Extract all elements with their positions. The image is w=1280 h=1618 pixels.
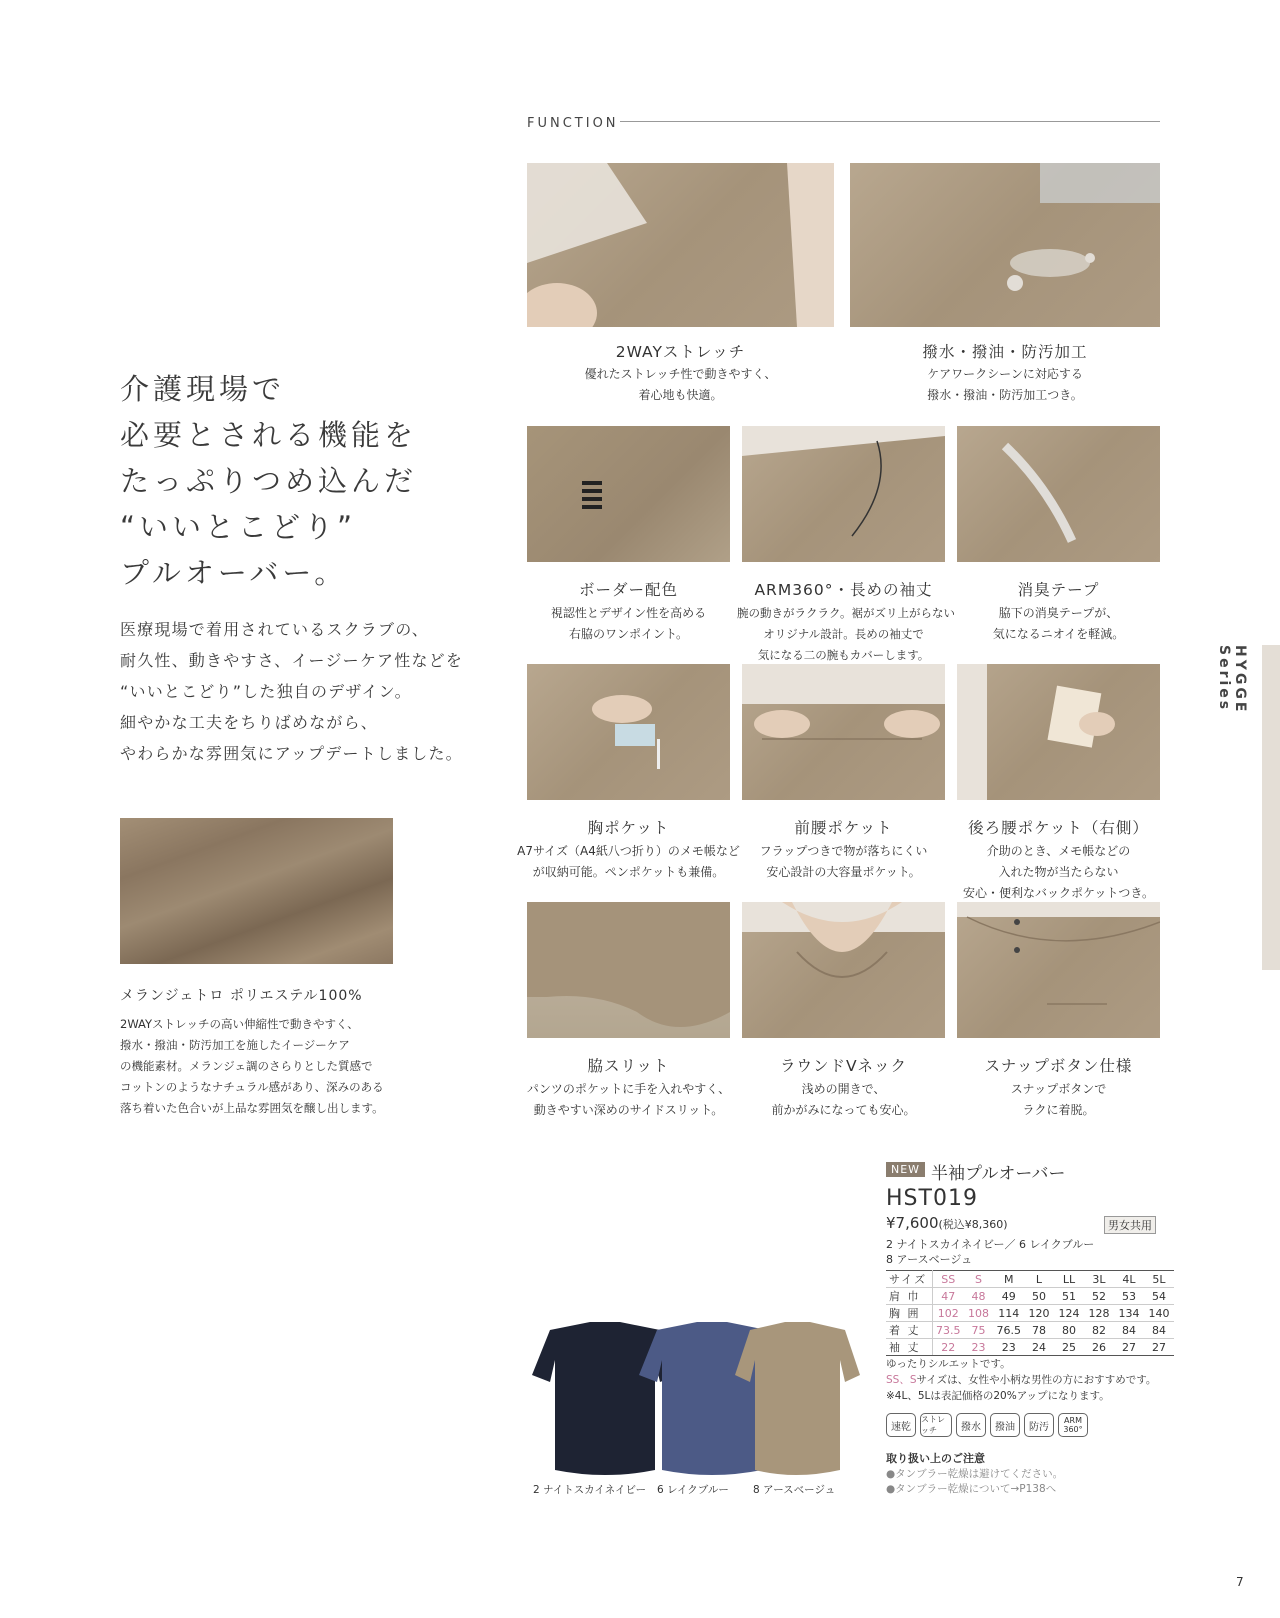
fabric-desc-line: 撥水・撥油・防汚加工を施したイージーケア [120, 1038, 350, 1052]
feature-desc-line: スナップボタンで [1010, 1082, 1107, 1096]
feature-desc-line: オリジナル設計。長めの袖丈で [763, 627, 924, 641]
table-cell: 80 [1054, 1322, 1084, 1339]
water-repellent-icon: 撥水 [956, 1413, 986, 1437]
feature-desc-line: 腕の動きがラクラク。裾がズリ上がらない [737, 606, 956, 620]
headline-line: 必要とされる機能を [120, 418, 418, 452]
table-row [886, 1305, 1174, 1322]
table-cell: 128 [1084, 1305, 1114, 1322]
unisex-badge: 男女共用 [1104, 1216, 1156, 1234]
table-cell: 124 [1054, 1305, 1084, 1322]
feature-title: 2WAYストレッチ [615, 343, 746, 361]
table-cell: 着 丈 [886, 1322, 933, 1339]
table-cell: 134 [1114, 1305, 1144, 1322]
table-cell: 52 [1084, 1288, 1114, 1305]
table-row [886, 1339, 1174, 1356]
series-side-tab [1262, 645, 1280, 970]
oil-repellent-icon: 撥油 [990, 1413, 1020, 1437]
feature-desc [517, 1079, 740, 1121]
feature-desc-line: 気になる二の腕もカバーします。 [757, 648, 930, 662]
table-cell: 47 [933, 1288, 964, 1305]
feature-title: 前腰ポケット [794, 819, 893, 837]
size-note: ※4L、5Lは表記価格の20%アップになります。 [886, 1390, 1110, 1402]
table-cell: 51 [1054, 1288, 1084, 1305]
table-cell: LL [1054, 1271, 1084, 1288]
table-cell: 114 [994, 1305, 1025, 1322]
care-note-link[interactable]: ●タンブラー乾燥について→P138へ [886, 1483, 1057, 1495]
arm360-icon: ARM 360° [1058, 1413, 1088, 1437]
table-cell: 24 [1024, 1339, 1054, 1356]
stain-resistant-icon: 防汚 [1024, 1413, 1054, 1437]
table-cell: 75 [964, 1322, 994, 1339]
feature-desc-line: 着心地も快適。 [638, 388, 723, 402]
feature-desc-line: ケアワークシーンに対応する [927, 367, 1083, 381]
table-cell: 48 [964, 1288, 994, 1305]
body-line: やわらかな雰囲気にアップデートしました。 [120, 744, 463, 763]
table-row [886, 1271, 1174, 1288]
table-cell: 27 [1114, 1339, 1144, 1356]
water-repellent-photo [850, 163, 1160, 327]
table-cell: 5L [1144, 1271, 1174, 1288]
feature-desc-line: A7サイズ（A4紙八つ折り）のメモ帳など [517, 844, 740, 858]
body-line: 耐久性、動きやすさ、イージーケア性などを [120, 651, 464, 670]
feature-desc [957, 841, 1160, 904]
headline-line: たっぷりつめ込んだ [120, 464, 418, 498]
feature-desc-line: が収納可能。ペンポケットも兼備。 [532, 865, 725, 879]
table-cell: 22 [933, 1339, 964, 1356]
table-cell: 50 [1024, 1288, 1054, 1305]
table-cell: 27 [1144, 1339, 1174, 1356]
chest-pocket-photo [527, 664, 730, 800]
table-cell: 140 [1144, 1305, 1174, 1322]
headline [120, 366, 500, 596]
table-cell: L [1024, 1271, 1054, 1288]
shirt-label: 8 アースベージュ [753, 1484, 836, 1496]
table-cell: 4L [1114, 1271, 1144, 1288]
feature-title: 脇スリット [587, 1057, 670, 1075]
fabric-desc-line: 落ち着いた色合いが上品な雰囲気を醸し出します。 [120, 1101, 384, 1115]
feature-desc-line: 動きやすい深めのサイドスリット。 [533, 1103, 724, 1117]
product-name: 半袖プルオーバー [931, 1164, 1066, 1184]
table-cell: 胸 囲 [886, 1305, 933, 1322]
table-cell: 76.5 [994, 1322, 1025, 1339]
feature-desc-line: 安心・便利なバックポケットつき。 [963, 886, 1154, 900]
fabric-desc-line: の機能素材。メランジェ調のさらりとした質感で [120, 1059, 373, 1073]
section-label: FUNCTION [527, 116, 619, 131]
color-list: 2 ナイトスカイネイビー／ 6 レイクブルー [886, 1238, 1095, 1251]
body-line: 医療現場で着用されているスクラブの、 [120, 620, 429, 639]
table-cell: 53 [1114, 1288, 1144, 1305]
table-cell: 23 [994, 1339, 1025, 1356]
headline-line: 介護現場で [120, 372, 286, 406]
size-note-highlight: SS、S [886, 1374, 917, 1386]
feature-desc [737, 603, 956, 666]
table-cell: M [994, 1271, 1025, 1288]
product-code: HST019 [886, 1186, 978, 1211]
arm360-photo [742, 426, 945, 562]
feature-desc-line: 前かがみになっても安心。 [771, 1103, 916, 1117]
price-value: ¥7,600 [886, 1214, 939, 1232]
table-cell: 49 [994, 1288, 1025, 1305]
table-cell: 25 [1054, 1339, 1084, 1356]
feature-desc [957, 1079, 1160, 1121]
fabric-desc-line: コットンのようなナチュラル感があり、深みのある [120, 1080, 384, 1094]
feature-desc-line: 気になるニオイを軽減。 [992, 627, 1125, 641]
feature-desc-line: 安心設計の大容量ポケット。 [766, 865, 921, 879]
feature-title: スナップボタン仕様 [984, 1057, 1133, 1075]
table-cell: 120 [1024, 1305, 1054, 1322]
table-row [886, 1322, 1174, 1339]
feature-desc [850, 364, 1160, 406]
feature-desc [527, 364, 834, 406]
size-note [886, 1372, 1156, 1387]
quick-dry-icon: 速乾 [886, 1413, 916, 1437]
feature-desc-line: 入れた物が当たらない [998, 865, 1119, 879]
headline-line: “いいとこどり” [120, 510, 357, 544]
shirt-label: 6 レイクブルー [657, 1484, 729, 1496]
series-label: HYGGE Series [1216, 645, 1248, 715]
fabric-swatch-image [120, 818, 393, 964]
feature-title: 撥水・撥油・防汚加工 [922, 343, 1088, 361]
feature-desc-line: 右脇のワンポイント。 [569, 627, 688, 641]
table-cell: SS [933, 1271, 964, 1288]
feature-desc [517, 841, 740, 883]
feature-desc-line: 脇下の消臭テープが、 [998, 606, 1119, 620]
front-waist-pocket-photo [742, 664, 945, 800]
page-number: 7 [1236, 1575, 1244, 1589]
care-note: ●タンブラー乾燥は避けてください。 [886, 1468, 1064, 1480]
table-cell: 54 [1144, 1288, 1174, 1305]
back-pocket-photo [957, 664, 1160, 800]
price-tax: (税込¥8,360) [938, 1218, 1008, 1231]
feature-desc-line: ラクに着脱。 [1022, 1103, 1095, 1117]
feature-desc-line: 視認性とデザイン性を高める [550, 606, 707, 620]
feature-desc-line: 浅めの開きで、 [801, 1082, 886, 1096]
feature-desc-line: 優れたストレッチ性で動きやすく、 [584, 367, 777, 381]
table-cell: サイズ [886, 1271, 933, 1288]
table-cell: 73.5 [933, 1322, 964, 1339]
feature-desc [957, 603, 1160, 645]
shirt-color-variants [520, 1320, 860, 1480]
body-copy [120, 614, 500, 769]
stretch-photo [527, 163, 834, 327]
feature-desc-line: フラップつきで物が落ちにくい [759, 844, 928, 858]
table-cell: 袖 丈 [886, 1339, 933, 1356]
table-cell: S [964, 1271, 994, 1288]
size-table [886, 1270, 1174, 1356]
feature-desc [742, 1079, 945, 1121]
size-note-text: サイズは、女性や小柄な男性の方におすすめです。 [916, 1374, 1157, 1386]
fabric-description [120, 1014, 410, 1119]
deodorant-tape-photo [957, 426, 1160, 562]
feature-desc-line: パンツのポケットに手を入れやすく、 [526, 1082, 731, 1096]
round-vneck-photo [742, 902, 945, 1038]
size-note: ゆったりシルエットです。 [886, 1358, 1011, 1370]
care-title: 取り扱い上のご注意 [886, 1452, 985, 1465]
table-cell: 23 [964, 1339, 994, 1356]
feature-desc [527, 603, 730, 645]
table-cell: 78 [1024, 1322, 1054, 1339]
side-slit-photo [527, 902, 730, 1038]
stretch-icon: ストレッチ [920, 1413, 952, 1437]
feature-title: 消臭テープ [1017, 581, 1100, 599]
table-cell: 肩 巾 [886, 1288, 933, 1305]
feature-title: 後ろ腰ポケット（右側） [968, 819, 1149, 837]
table-cell: 102 [933, 1305, 964, 1322]
border-stripe-photo [527, 426, 730, 562]
feature-title: 胸ポケット [587, 819, 670, 837]
table-cell: 3L [1084, 1271, 1114, 1288]
body-line: 細やかな工夫をちりばめながら、 [120, 713, 379, 732]
new-badge: NEW [886, 1162, 925, 1177]
table-cell: 26 [1084, 1339, 1114, 1356]
feature-title: ボーダー配色 [578, 581, 678, 599]
feature-title: ARM360°・長めの袖丈 [754, 581, 933, 599]
table-cell: 84 [1144, 1322, 1174, 1339]
body-line: “いいとこどり”した独自のデザイン。 [120, 682, 412, 701]
feature-desc-line: 介助のとき、メモ帳などの [986, 844, 1131, 858]
shirt-label: 2 ナイトスカイネイビー [533, 1484, 647, 1496]
fabric-desc-line: 2WAYストレッチの高い伸縮性で動きやすく、 [120, 1017, 359, 1031]
table-cell: 108 [964, 1305, 994, 1322]
feature-title: ラウンドVネック [779, 1057, 908, 1075]
table-row [886, 1288, 1174, 1305]
fabric-title: メランジェトロ ポリエステル100% [120, 988, 363, 1004]
snap-button-photo [957, 902, 1160, 1038]
table-cell: 82 [1084, 1322, 1114, 1339]
color-list: 8 アースベージュ [886, 1253, 973, 1266]
feature-desc-line: 撥水・撥油・防汚加工つき。 [927, 388, 1083, 402]
headline-line: プルオーバー。 [120, 556, 348, 590]
table-cell: 84 [1114, 1322, 1144, 1339]
product-price [886, 1214, 1008, 1232]
feature-desc [742, 841, 945, 883]
section-divider [620, 121, 1160, 122]
